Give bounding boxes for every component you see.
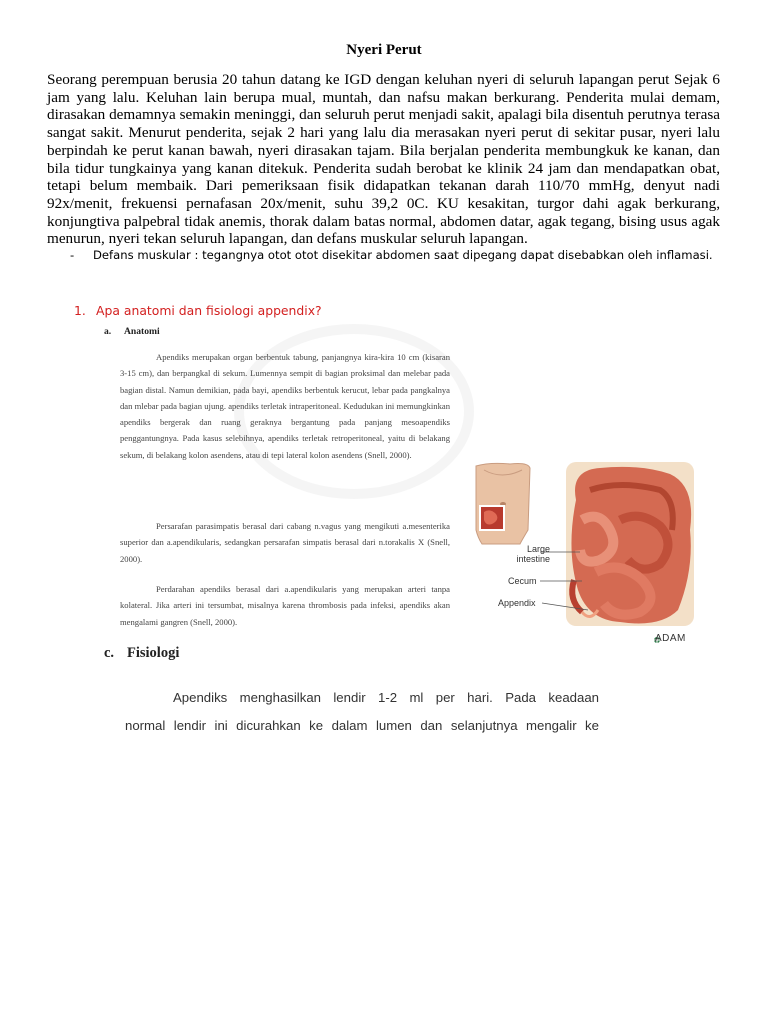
fisiologi-heading-text: Fisiologi xyxy=(127,645,180,661)
label-large-intestine: Large intestine xyxy=(516,544,550,564)
anatomi-paragraph: Persarafan parasimpatis berasal dari cabang n.vagus yang mengikuti a.mesenterika superior dan a.apendikularis, sedangkan persarafan simpatis berasal dari n.torakalis X (Snell, 2000). xyxy=(120,521,450,564)
question-number: 1. xyxy=(74,303,86,318)
case-description: Seorang perempuan berusia 20 tahun datang ke IGD dengan keluhan nyeri di seluruh lapangan perut Sejak 6 jam yang lalu. Keluhan lain berupa mual, muntah, dan nafsu makan berkurang. Penderita mulai demam, dirasakan demamnya semakin meninggi, dan seluruh perut menjadi sakit, apalagi bila disentuh perutnya terasa sangat sakit. Menurut penderita, sejak 2 hari yang lalu dia merasakan nyeri perut di sekitar pusar, nyeri lalu berpindah ke perut kanan bawah, nyeri dirasakan tajam. Bila berjalan penderita membungkuk ke kanan, dan bila tidur tungkainya yang kanan ditekuk. Penderita sudah berobat ke klinik 24 jam dan mendapatkan obat, tetapi belum membaik. Dari pemeriksaan fisik didapatkan tekanan darah 110/70 mmHg, denyut nadi 92x/menit, frekuensi pernafasan 20x/menit, suhu 39,2 0C. KU kesakitan, turgor dahi agak berkurang, konjungtiva palpebral tidak anemis, thorak dalam batas normal, abdomen datar, agak tegang, bising usus agak menurun, nyeri tekan seluruh lapangan, dan defans muskular seluruh lapangan. xyxy=(47,71,720,248)
fisiologi-heading xyxy=(104,645,179,662)
fisiologi-line: Apendiks menghasilkan lendir 1-2 ml per hari. Pada keadaan xyxy=(173,690,599,705)
bullet-text: Defans muskular : tegangnya otot otot disekitar abdomen saat dipegang dapat disebabkan oleh inflamasi. xyxy=(93,248,713,262)
label-appendix: Appendix xyxy=(498,598,536,608)
anatomi-letter: a. xyxy=(104,326,112,337)
intestine-diagram xyxy=(470,460,710,650)
bullet-marker: - xyxy=(70,248,75,262)
torso-thumbnail xyxy=(476,463,530,544)
anatomi-paragraph: Apendiks merupakan organ berbentuk tabung, panjangnya kira-kira 10 cm (kisaran 3-15 cm), dan berpangkal di sekum. Lumennya sempit di bagian proksimal dan melebar pada bagian distal. Namun demikian, pada bayi, apendiks berbentuk kerucut, lebar pada pangkalnya dan mlebar pada bagian ujung. apendiks terletak intraperitoneal. Kedudukan ini memungkinkan apendiks bergerak dan ruang geraknya bergantung pada panjang mesoapendiks penggantungnya. Pada kasus selebihnya, apendiks terletak retroperitoneal, yaitu di belakang sekum, di belakang kolon asendens, atau di tepi lateral kolon asendens (Snell, 2000). xyxy=(120,352,450,460)
fisiologi-paragraph xyxy=(125,684,599,740)
fisiologi-line: normal lendir ini dicurahkan ke dalam lumen dan selanjutnya mengalir ke xyxy=(125,718,599,733)
page-title: Nyeri Perut xyxy=(346,42,422,58)
question-heading xyxy=(74,303,322,318)
anatomi-paragraph: Perdarahan apendiks berasal dari a.apendikularis yang merupakan arteri tanpa kolateral. Jika arteri ini tersumbat, misalnya karena thrombosis pada infeksi, apendiks akan mengalami gangren (Snell, 2000). xyxy=(120,584,450,627)
label-cecum: Cecum xyxy=(508,576,537,586)
intestine-closeup xyxy=(566,462,694,626)
appendix-illustration xyxy=(470,460,710,650)
illustration-credit: ADAM xyxy=(655,633,686,644)
anatomi-heading xyxy=(104,326,160,337)
anatomi-scan-excerpt xyxy=(104,324,454,640)
fisiologi-letter: c. xyxy=(104,645,115,661)
question-text: Apa anatomi dan fisiologi appendix? xyxy=(96,303,322,318)
anatomi-heading-text: Anatomi xyxy=(124,326,160,337)
